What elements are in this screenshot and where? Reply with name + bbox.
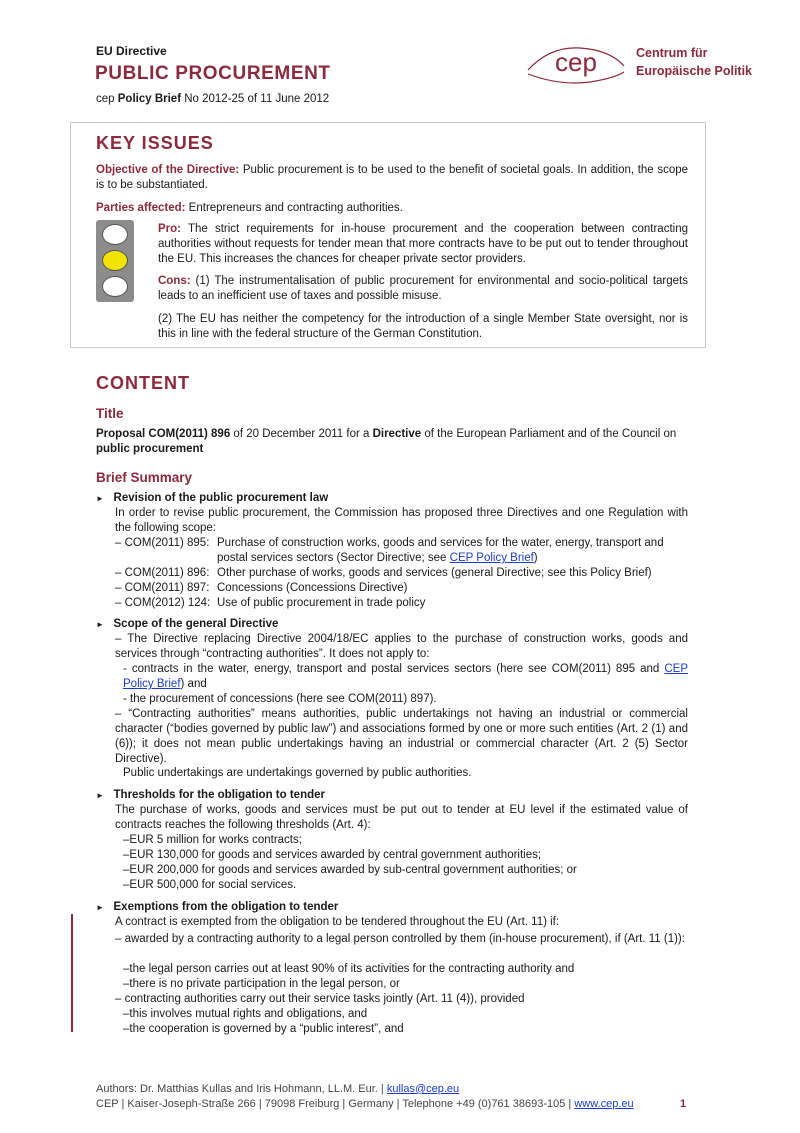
- proposal-subject: public procurement: [96, 443, 204, 455]
- org-name: [636, 44, 752, 80]
- proposal-text-1: of 20 December 2011 for a: [230, 428, 373, 440]
- parties-label: Parties affected:: [96, 202, 186, 214]
- brief-prefix: cep: [96, 93, 118, 105]
- bullet-arrow-icon: ►: [96, 494, 104, 503]
- pro-paragraph: [158, 222, 688, 267]
- pro-label: Pro:: [158, 223, 181, 235]
- scope-p1b: - the procurement of concessions (here see COM(2011) 897).: [123, 693, 437, 705]
- bullet-arrow-icon: ►: [96, 903, 104, 912]
- list-item-text-c: ): [533, 552, 538, 564]
- footer-address: [96, 1098, 634, 1110]
- section-scope-heading-text: Scope of the general Directive: [113, 618, 279, 630]
- list-item-text-b: postal services sectors (Sector Directive; see: [217, 552, 450, 564]
- pro-text: The strict requirements for in-house procurement and the cooperation between contracting authorities without requests for tender mean that more contracts have to be put out to tender throughout the EU. This increases the chances for cheaper private sector providers.: [158, 223, 688, 265]
- document-type-label: EU Directive: [96, 44, 167, 58]
- section-revision-heading: [96, 491, 328, 506]
- section-scope-heading: [96, 617, 278, 632]
- scope-p1a: [123, 662, 688, 692]
- key-issues-title: KEY ISSUES: [96, 133, 214, 153]
- change-marker-bar: [71, 914, 73, 1032]
- section-exemptions-heading-text: Exemptions from the obligation to tender: [113, 901, 339, 913]
- exemptions-p1: – awarded by a contracting authority to a legal person controlled by them (in-house procurement), if (Art. 11 (1)):: [115, 933, 685, 945]
- org-name-line1: Centrum für: [636, 46, 708, 60]
- bullet-arrow-icon: ►: [96, 791, 104, 800]
- section-thresholds-heading-text: Thresholds for the obligation to tender: [113, 789, 325, 801]
- traffic-light-middle-lamp: [102, 250, 128, 271]
- scope-p1a-end: ) and: [180, 678, 207, 690]
- website-link[interactable]: www.cep.eu: [574, 1098, 634, 1110]
- proposal-code: Proposal COM(2011) 896: [96, 428, 231, 440]
- section-exemptions-heading: [96, 900, 338, 915]
- cons-label: Cons:: [158, 275, 191, 287]
- list-item: –the cooperation is governed by a “public interest”, and: [123, 1023, 404, 1035]
- list-item: –EUR 130,000 for goods and services awarded by central government authorities;: [123, 849, 542, 861]
- list-item-text: Purchase of construction works, goods and services for the water, energy, transport and: [217, 537, 664, 549]
- list-item: –there is no private participation in the legal person, or: [123, 978, 400, 990]
- list-item: –EUR 200,000 for goods and services awarded by sub-central government authorities; or: [123, 864, 577, 876]
- bullet-arrow-icon: ►: [96, 620, 104, 629]
- list-item: –EUR 500,000 for social services.: [123, 879, 297, 891]
- brief-bold: Policy Brief: [117, 93, 182, 105]
- proposal-text-2: of the European Parliament and of the Council on: [421, 428, 677, 440]
- objective-text: Public procurement is to be used to the benefit of societal goals. In addition, the scope is to be substantiated.: [96, 164, 689, 191]
- cep-policy-brief-link[interactable]: CEP Policy Brief: [449, 552, 534, 564]
- exemptions-intro: A contract is exempted from the obligation to be tendered throughout the EU (Art. 11) if:: [115, 916, 560, 928]
- list-item: –EUR 5 million for works contracts;: [123, 834, 302, 846]
- list-item: – COM(2011) 896:: [115, 567, 210, 579]
- list-item: – COM(2011) 895:: [115, 537, 210, 549]
- cons-text: (1) The instrumentalisation of public procurement for environmental and socio-political targets leads to an inefficient use of taxes and possible misuse.: [158, 275, 688, 302]
- proposal-directive: Directive: [372, 428, 422, 440]
- policy-brief-reference: [96, 93, 329, 105]
- proposal-paragraph: [96, 427, 688, 457]
- list-item: –the legal person carries out at least 90% of its activities for the contracting authority and: [123, 963, 575, 975]
- scope-p3: Public undertakings are undertakings governed by public authorities.: [123, 767, 472, 779]
- traffic-light-bottom-lamp: [102, 276, 128, 297]
- objective-label: Objective of the Directive:: [96, 164, 240, 176]
- footer-address-text: CEP | Kaiser-Joseph-Straße 266 | 79098 Freiburg | Germany | Telephone +49 (0)761 38693-105 |: [96, 1098, 575, 1110]
- scope-p1: – The Directive replacing Directive 2004/18/EC applies to the purchase of construction works, goods and services through “contracting authorities”. It does not apply to:: [115, 633, 688, 660]
- title-subheading: Title: [96, 406, 124, 421]
- brief-suffix: No 2012-25 of 11 June 2012: [181, 93, 330, 105]
- cep-policy-brief-link-2[interactable]: CEP Policy Brief: [123, 663, 688, 690]
- cons-2-paragraph: (2) The EU has neither the competency for the introduction of a single Member State oversight, nor is this in line with the federal structure of the German Constitution.: [158, 313, 688, 340]
- section-thresholds-heading: [96, 788, 325, 803]
- author-email-link[interactable]: kullas@cep.eu: [386, 1083, 460, 1095]
- list-item: – COM(2011) 897:: [115, 582, 210, 594]
- list-item-text: Other purchase of works, goods and services (general Directive; see this Policy Brief): [217, 567, 652, 579]
- traffic-light-icon: [96, 220, 134, 302]
- page-number: 1: [680, 1098, 687, 1110]
- page-title: PUBLIC PROCUREMENT: [95, 63, 331, 84]
- content-title: CONTENT: [96, 373, 190, 393]
- scope-p1a-text: - contracts in the water, energy, transport and postal services sectors (here see COM(2011) 895 and: [123, 663, 665, 675]
- section-revision-heading-text: Revision of the public procurement law: [113, 492, 329, 504]
- traffic-light-top-lamp: [102, 224, 128, 245]
- brief-summary-subheading: Brief Summary: [96, 470, 193, 485]
- revision-intro: In order to revise public procurement, the Commission has proposed three Directives and one Regulation with the following scope:: [115, 507, 688, 534]
- list-item: –this involves mutual rights and obligations, and: [123, 1008, 368, 1020]
- list-item: – COM(2012) 124:: [115, 597, 211, 609]
- parties-text: Entrepreneurs and contracting authorities.: [185, 202, 403, 214]
- cep-logo: [520, 38, 630, 86]
- parties-paragraph: [96, 201, 688, 216]
- objective-paragraph: [96, 163, 688, 193]
- list-item-text-cont: [217, 551, 688, 566]
- footer-authors-text: Authors: Dr. Matthias Kullas and Iris Hohmann, LL.M. Eur. |: [96, 1083, 387, 1095]
- cons-paragraph: [158, 274, 688, 304]
- exemptions-p2: – contracting authorities carry out their service tasks jointly (Art. 11 (4)), provided: [115, 993, 525, 1005]
- scope-p2: – “Contracting authorities” means authorities, public undertakings not having an industrial or commercial character (“bodies governed by public law”) and associations formed by one or more such entities (Art. 2 (1) and (6)); it does not mean public undertakings having an industrial or commercial character (Art. 2 (5) Sector Directive).: [115, 708, 688, 765]
- logo-text: cep: [555, 47, 597, 77]
- footer-authors: [96, 1083, 459, 1095]
- thresholds-intro: The purchase of works, goods and services must be put out to tender at EU level if the estimated value of contracts reaches the following thresholds (Art. 4):: [115, 804, 688, 831]
- list-item-text: Use of public procurement in trade policy: [217, 597, 426, 609]
- org-name-line2: Europäische Politik: [636, 64, 753, 78]
- list-item-text: Concessions (Concessions Directive): [217, 582, 408, 594]
